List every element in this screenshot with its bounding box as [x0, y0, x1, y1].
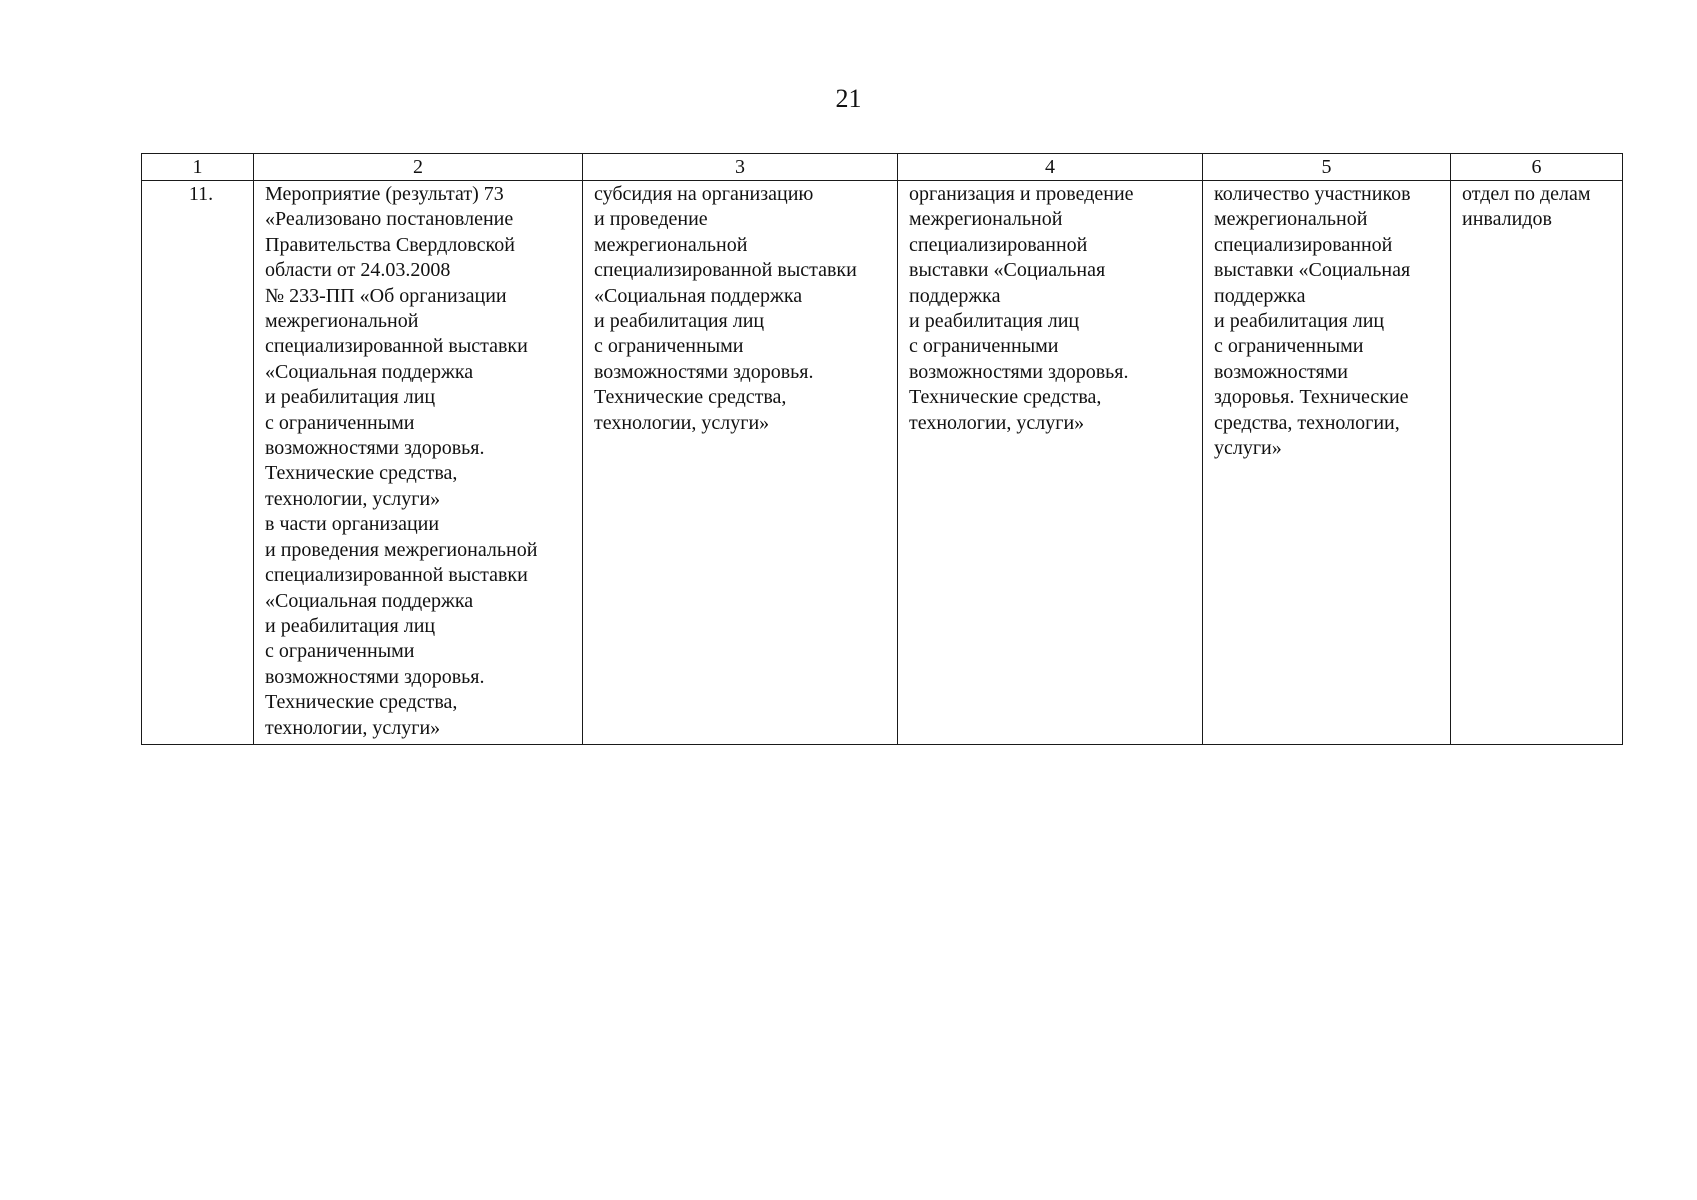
cell-text-line: области от 24.03.2008 [265, 259, 451, 282]
activity-description-cell [898, 181, 1203, 745]
cell-text-line: услуги» [1214, 437, 1282, 460]
cell-text-line: технологии, услуги» [594, 411, 770, 434]
cell-text-line: возможностями здоровья. [594, 360, 814, 383]
cell-text-line: возможностями здоровья. [909, 360, 1129, 383]
cell-text-line: выставки «Социальная [909, 259, 1106, 282]
cell-text-line: и проведения межрегиональной [265, 538, 538, 561]
cell-text-line: поддержка [1214, 284, 1306, 307]
cell-text-line: «Социальная поддержка [265, 360, 474, 383]
cell-text-line: межрегиональной [265, 310, 419, 333]
column-header-2: 2 [254, 154, 583, 181]
indicator-cell [1203, 181, 1451, 745]
cell-text-line: технологии, услуги» [909, 411, 1085, 434]
cell-text-line: с ограниченными [265, 640, 415, 663]
cell-text-line: межрегиональной [909, 208, 1063, 231]
cell-text-line: здоровья. Технические [1214, 386, 1409, 409]
cell-text-line: с ограниченными [909, 335, 1059, 358]
cell-text-line: в части организации [265, 513, 440, 536]
cell-text-line: специализированной выставки [594, 259, 857, 282]
cell-text-line: возможностями здоровья. [265, 665, 485, 688]
cell-text-line: № 233-ПП «Об организации [265, 284, 507, 307]
measures-table [141, 153, 1623, 745]
table-header-row [142, 154, 1623, 181]
cell-text-line: с ограниченными [1214, 335, 1364, 358]
cell-text-line: и реабилитация лиц [594, 310, 765, 333]
cell-text-line: средства, технологии, [1214, 411, 1400, 434]
cell-text-line: Технические средства, [909, 386, 1102, 409]
table-row [142, 181, 1623, 745]
cell-text-line: инвалидов [1462, 208, 1552, 231]
cell-text-line: Технические средства, [265, 691, 458, 714]
responsible-department-cell [1451, 181, 1623, 745]
cell-text-line: Технические средства, [265, 462, 458, 485]
column-header-6: 6 [1451, 154, 1623, 181]
cell-text-line: субсидия на организацию [594, 183, 814, 205]
cell-text-line: возможностями здоровья. [265, 437, 485, 460]
cell-text-line: Мероприятие (результат) 73 [265, 183, 504, 205]
cell-text-line: межрегиональной [594, 233, 748, 256]
funding-description-cell [583, 181, 898, 745]
cell-text-line: и реабилитация лиц [265, 614, 436, 637]
cell-text-line: специализированной [1214, 233, 1393, 256]
column-header-4: 4 [898, 154, 1203, 181]
cell-text-line: «Реализовано постановление [265, 208, 514, 231]
cell-text-line: с ограниченными [265, 411, 415, 434]
column-header-5: 5 [1203, 154, 1451, 181]
cell-text-line: возможностями [1214, 360, 1349, 383]
cell-text-line: технологии, услуги» [265, 487, 441, 510]
cell-text-line: специализированной [909, 233, 1088, 256]
cell-text-line: и реабилитация лиц [1214, 310, 1385, 333]
cell-text-line: поддержка [909, 284, 1001, 307]
cell-text-line: и реабилитация лиц [265, 386, 436, 409]
cell-text-line: отдел по делам [1462, 183, 1591, 205]
measure-name-cell [254, 181, 583, 745]
cell-text-line: количество участников [1214, 183, 1411, 205]
cell-text-line: и проведение [594, 208, 708, 231]
cell-text-line: с ограниченными [594, 335, 744, 358]
cell-text-line: «Социальная поддержка [265, 589, 474, 612]
cell-text-line: технологии, услуги» [265, 716, 441, 739]
cell-text-line: Технические средства, [594, 386, 787, 409]
column-header-1: 1 [142, 154, 254, 181]
cell-text-line: Правительства Свердловской [265, 233, 515, 256]
cell-text-line: и реабилитация лиц [909, 310, 1080, 333]
cell-text-line: межрегиональной [1214, 208, 1368, 231]
cell-text-line: «Социальная поддержка [594, 284, 803, 307]
cell-text-line: специализированной выставки [265, 564, 528, 587]
cell-text-line: выставки «Социальная [1214, 259, 1411, 282]
page-number: 21 [835, 84, 862, 113]
cell-text-line: организация и проведение [909, 183, 1134, 205]
column-header-3: 3 [583, 154, 898, 181]
row-number-cell: 11. [142, 181, 254, 745]
cell-text-line: специализированной выставки [265, 335, 528, 358]
